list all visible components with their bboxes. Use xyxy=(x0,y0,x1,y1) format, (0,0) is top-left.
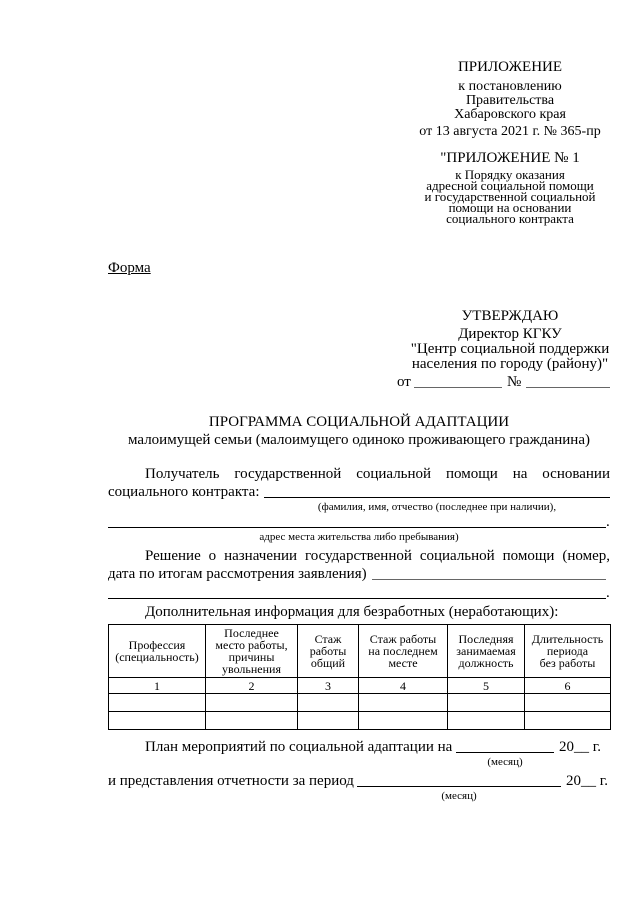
approve-line-1: Директор КГКУ xyxy=(458,326,562,342)
appendix1-line-5: социального контракта xyxy=(446,211,574,226)
appendix-title: ПРИЛОЖЕНИЕ xyxy=(457,59,563,75)
report-month-hint: (месяц) xyxy=(441,790,477,802)
col-header-last-position: Последняя занимаемая должность xyxy=(448,625,525,678)
approve-line-3: населения по городу (району)" xyxy=(411,356,609,372)
col-header-unemployment-duration: Длительность периода без работы xyxy=(525,625,611,678)
header-line-2: Правительства xyxy=(465,93,555,108)
recipient-address-hint: адрес места жительства либо пребывания) xyxy=(259,531,459,543)
header-date-line: от 13 августа 2021 г. № 365-пр xyxy=(419,124,601,139)
unemployed-table xyxy=(108,624,611,730)
table-cell[interactable] xyxy=(525,712,611,730)
decision-line-1: Решение о назначении государственной социальной помощи (номер, xyxy=(145,548,610,564)
table-row xyxy=(109,694,611,712)
table-cell[interactable] xyxy=(206,694,298,712)
decision-line-2: дата по итогам рассмотрения заявления) xyxy=(108,566,367,582)
recipient-name-hint: (фамилия, имя, отчество (последнее при наличии), xyxy=(317,501,557,513)
approve-number-field xyxy=(526,387,610,388)
col-number-5: 5 xyxy=(448,678,525,694)
table-cell[interactable] xyxy=(359,694,448,712)
report-text: и представления отчетности за период xyxy=(108,773,354,789)
decision-field-1 xyxy=(372,579,606,580)
table-cell[interactable] xyxy=(206,712,298,730)
table-cell[interactable] xyxy=(359,712,448,730)
col-number-6: 6 xyxy=(525,678,611,694)
approve-number-label: № xyxy=(507,374,522,390)
header-line-3: Хабаровского края xyxy=(454,107,566,122)
table-cell[interactable] xyxy=(298,694,359,712)
recipient-address-field xyxy=(108,527,606,528)
table-cell[interactable] xyxy=(525,694,611,712)
table-cell[interactable] xyxy=(448,694,525,712)
col-header-last-workplace: Последнее место работы, причины увольнения xyxy=(206,625,298,678)
plan-month-hint: (месяц) xyxy=(487,756,523,768)
program-subtitle: малоимущей семьи (малоимущего одиноко проживающего гражданина) xyxy=(128,432,590,448)
table-header-row xyxy=(109,625,611,678)
col-number-1: 1 xyxy=(109,678,206,694)
recipient-line-2: социального контракта: xyxy=(108,484,260,500)
col-number-3: 3 xyxy=(298,678,359,694)
appendix1-line-2: адресной социальной помощи xyxy=(426,178,594,193)
appendix1-line-1: к Порядку оказания xyxy=(455,167,565,182)
report-period-field xyxy=(357,786,561,787)
col-header-profession: Профессия (специальность) xyxy=(109,625,206,678)
recipient-line-1: Получатель государственной социальной помощи на основании xyxy=(145,466,610,482)
table-row xyxy=(109,712,611,730)
program-title: ПРОГРАММА СОЦИАЛЬНОЙ АДАПТАЦИИ xyxy=(208,414,510,430)
table-cell[interactable] xyxy=(109,712,206,730)
col-header-total-experience: Стаж работы общий xyxy=(298,625,359,678)
plan-month-field xyxy=(456,752,554,753)
decision-field-2 xyxy=(108,598,606,599)
appendix1-line-3: и государственной социальной xyxy=(424,189,596,204)
approve-from-label: от xyxy=(397,374,411,390)
table-cell[interactable] xyxy=(448,712,525,730)
report-year-text: 20__ г. xyxy=(566,773,608,789)
appendix1-title: "ПРИЛОЖЕНИЕ № 1 xyxy=(440,150,580,166)
col-header-last-experience: Стаж работы на последнем месте xyxy=(359,625,448,678)
plan-line-text: План мероприятий по социальной адаптации на xyxy=(145,739,453,755)
col-number-2: 2 xyxy=(206,678,298,694)
appendix1-line-4: помощи на основании xyxy=(448,200,572,215)
approve-title: УТВЕРЖДАЮ xyxy=(461,308,559,324)
unemployed-intro: Дополнительная информация для безработных (неработающих): xyxy=(145,604,559,620)
form-label: Форма xyxy=(108,260,151,276)
table-cell[interactable] xyxy=(109,694,206,712)
plan-year-text: 20__ г. xyxy=(559,739,601,755)
approve-date-field xyxy=(414,387,502,388)
recipient-period: . xyxy=(606,514,610,530)
col-number-4: 4 xyxy=(359,678,448,694)
table-cell[interactable] xyxy=(298,712,359,730)
recipient-name-field xyxy=(264,497,610,498)
decision-period: . xyxy=(606,585,610,601)
header-line-1: к постановлению xyxy=(458,79,562,94)
table-number-row xyxy=(109,678,611,694)
approve-line-2: "Центр социальной поддержки xyxy=(410,341,610,357)
